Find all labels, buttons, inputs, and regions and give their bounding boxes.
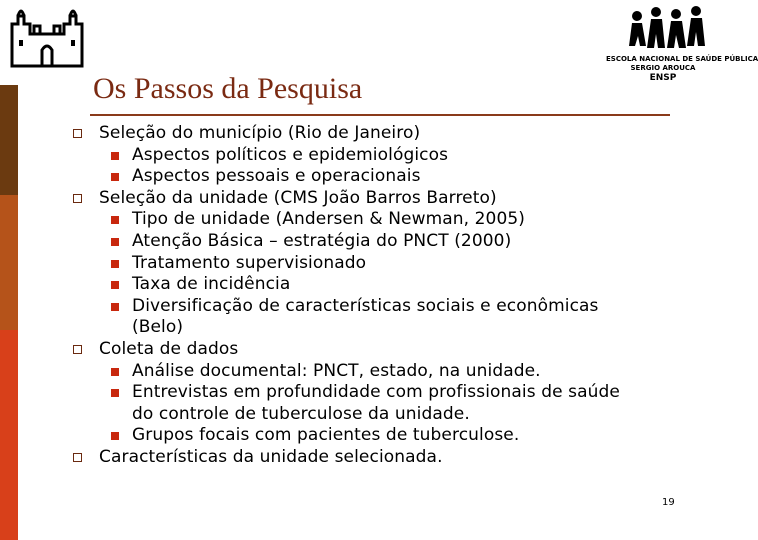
square-bullet-icon	[73, 129, 82, 138]
filled-square-bullet-icon	[111, 281, 119, 289]
filled-square-bullet-icon	[111, 389, 119, 397]
bullet-text-level2: Diversificação de características sociais e econômicas	[132, 295, 599, 316]
square-bullet-icon	[73, 194, 82, 203]
filled-square-bullet-icon	[111, 152, 119, 160]
bullet-text-level2: Análise documental: PNCT, estado, na unidade.	[132, 360, 541, 381]
filled-square-bullet-icon	[111, 432, 119, 440]
bullet-text-level2: Taxa de incidência	[132, 274, 291, 295]
ensp-logo-line3: ENSP	[649, 73, 677, 83]
page-title: Os Passos da Pesquisa	[93, 72, 363, 105]
page-number: 19	[662, 497, 675, 508]
bullet-text-level1: Seleção do município (Rio de Janeiro)	[99, 123, 421, 143]
square-bullet-icon	[73, 453, 82, 462]
filled-square-bullet-icon	[111, 173, 119, 181]
filled-square-bullet-icon	[111, 260, 119, 268]
bullet-text-level1: Coleta de dados	[99, 339, 239, 359]
filled-square-bullet-icon	[111, 303, 119, 311]
bullet-text-level2: Grupos focais com pacientes de tuberculose.	[132, 425, 520, 446]
bullet-text-level2: Aspectos pessoais e operacionais	[132, 166, 421, 187]
bullet-text-level2: Tratamento supervisionado	[132, 252, 367, 273]
bullet-text-level2: (Belo)	[132, 317, 184, 338]
bullet-text-level2: Atenção Básica – estratégia do PNCT (2000)	[132, 231, 512, 251]
bullet-text-level1: Seleção da unidade (CMS João Barros Barreto)	[99, 187, 497, 208]
bullet-text-level2: Tipo de unidade (Andersen & Newman, 2005)	[132, 209, 526, 230]
bullet-text-level2: Entrevistas em profundidade com profissionais de saúde	[132, 382, 620, 403]
filled-square-bullet-icon	[111, 238, 119, 246]
bullet-text-level2: do controle de tuberculose da unidade.	[132, 403, 470, 424]
bullet-text-level1: Características da unidade selecionada.	[99, 447, 443, 467]
ensp-logo-line1: ESCOLA NACIONAL DE SAÚDE PÚBLICA	[606, 55, 758, 63]
square-bullet-icon	[73, 345, 82, 354]
bullet-text-level2: Aspectos políticos e epidemiológicos	[132, 144, 449, 165]
filled-square-bullet-icon	[111, 216, 119, 224]
ensp-logo-line2: SERGIO AROUCA	[630, 64, 696, 72]
filled-square-bullet-icon	[111, 368, 119, 376]
